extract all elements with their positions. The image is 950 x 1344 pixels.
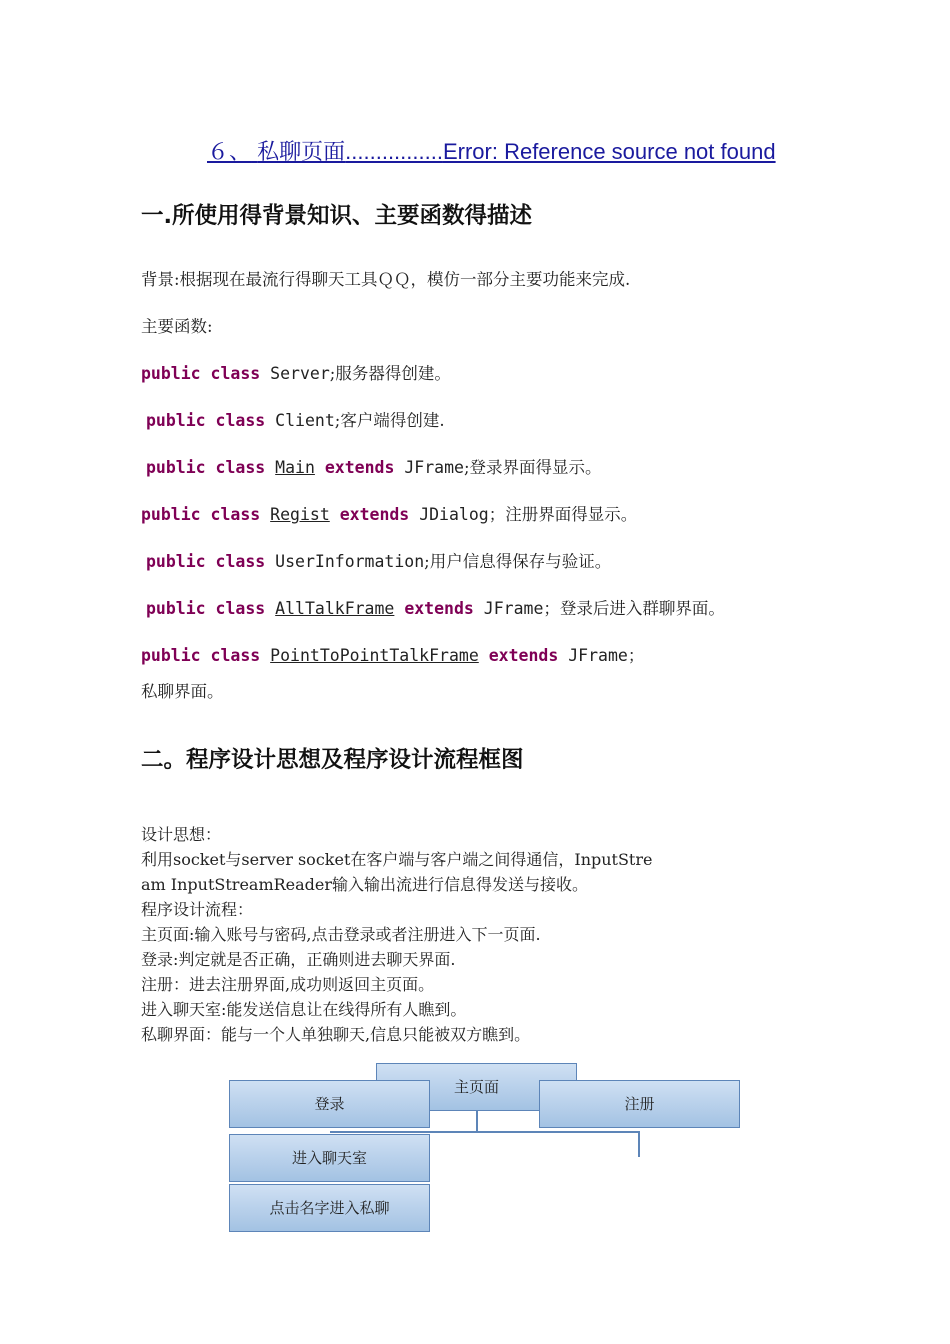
connector	[638, 1131, 640, 1157]
function-line-alltalkframe	[146, 595, 725, 619]
function-description: ;用户信息得保存与验证。	[424, 552, 612, 571]
design-line: 注册：进去注册界面,成功则返回主页面。	[141, 975, 435, 994]
function-line-server	[141, 360, 451, 384]
design-line: 登录:判定就是否正确，正确则进去聊天界面.	[141, 950, 456, 969]
toc-reference: Error: Reference source not found	[442, 139, 776, 164]
function-description: ;登录界面得显示。	[463, 458, 602, 477]
flow-box-chatroom	[229, 1134, 430, 1182]
function-line-main	[146, 454, 602, 478]
function-description: ;服务器得创建。	[329, 364, 451, 383]
flow-box-login	[229, 1080, 430, 1128]
section-2-heading: 二。程序设计思想及程序设计流程框图	[141, 747, 524, 773]
design-line: 利用socket与server socket在客户端与客户端之间得通信，InputStre	[141, 850, 653, 869]
flow-box-register	[539, 1080, 740, 1128]
extends-keyword: extends	[404, 599, 474, 618]
function-line-regist	[141, 501, 637, 525]
keyword: public class	[146, 411, 266, 430]
class-name: UserInformation	[275, 552, 425, 571]
toc-dots: ................	[345, 139, 443, 164]
superclass-name: JDialog	[419, 505, 489, 524]
keyword: public class	[141, 646, 261, 665]
function-description-wrap: 私聊界面。	[141, 682, 224, 701]
extends-keyword: extends	[339, 505, 410, 524]
section-1-heading: 一.所使用得背景知识、主要函数得描述	[141, 203, 533, 229]
flow-box-label: 进入聊天室	[291, 1149, 367, 1167]
keyword: public class	[141, 364, 261, 383]
design-line: 程序设计流程：	[141, 900, 254, 919]
superclass-name: JFrame	[483, 599, 544, 618]
functions-label: 主要函数:	[141, 317, 213, 336]
flow-box-label: 点击名字进入私聊	[269, 1199, 390, 1217]
class-name: Server	[270, 364, 330, 383]
class-name: Regist	[270, 505, 330, 524]
function-line-pointtopointtalkframe	[141, 642, 644, 666]
class-name: Main	[275, 458, 315, 477]
connector	[330, 1131, 640, 1133]
toc-entry[interactable]	[207, 135, 847, 166]
function-description: ；	[627, 646, 645, 665]
function-description: ；登录后进入群聊界面。	[543, 599, 725, 618]
keyword: public class	[141, 505, 261, 524]
keyword: public class	[146, 552, 266, 571]
design-line: 设计思想：	[141, 825, 222, 844]
superclass-name: JFrame	[404, 458, 464, 477]
flow-box-private-chat	[229, 1184, 430, 1232]
design-line: 私聊界面：能与一个人单独聊天,信息只能被双方瞧到。	[141, 1025, 531, 1044]
flow-box-label: 注册	[624, 1095, 655, 1113]
design-line: 进入聊天室:能发送信息让在线得所有人瞧到。	[141, 1000, 467, 1019]
function-line-client	[146, 407, 445, 431]
flow-box-label: 登录	[314, 1095, 345, 1113]
function-description: ;客户端得创建.	[334, 411, 445, 430]
toc-title: 私聊页面	[257, 139, 346, 164]
class-name: AllTalkFrame	[275, 599, 395, 618]
design-line: 主页面:输入账号与密码,点击登录或者注册进入下一页面.	[141, 925, 541, 944]
design-line: am InputStreamReader输入输出流进行信息得发送与接收。	[141, 875, 589, 894]
class-name: Client	[275, 411, 335, 430]
toc-number: ６、	[207, 139, 252, 164]
superclass-name: JFrame	[568, 646, 628, 665]
keyword: public class	[146, 458, 266, 477]
keyword: public class	[146, 599, 266, 618]
function-line-userinformation	[146, 548, 611, 572]
extends-keyword: extends	[488, 646, 559, 665]
connector	[476, 1110, 478, 1132]
class-name: PointToPointTalkFrame	[270, 646, 479, 665]
extends-keyword: extends	[324, 458, 395, 477]
background-paragraph: 背景:根据现在最流行得聊天工具ＱＱ，模仿一部分主要功能来完成.	[141, 270, 631, 289]
function-description: ；注册界面得显示。	[488, 505, 638, 524]
flow-box-label: 主页面	[453, 1078, 499, 1096]
